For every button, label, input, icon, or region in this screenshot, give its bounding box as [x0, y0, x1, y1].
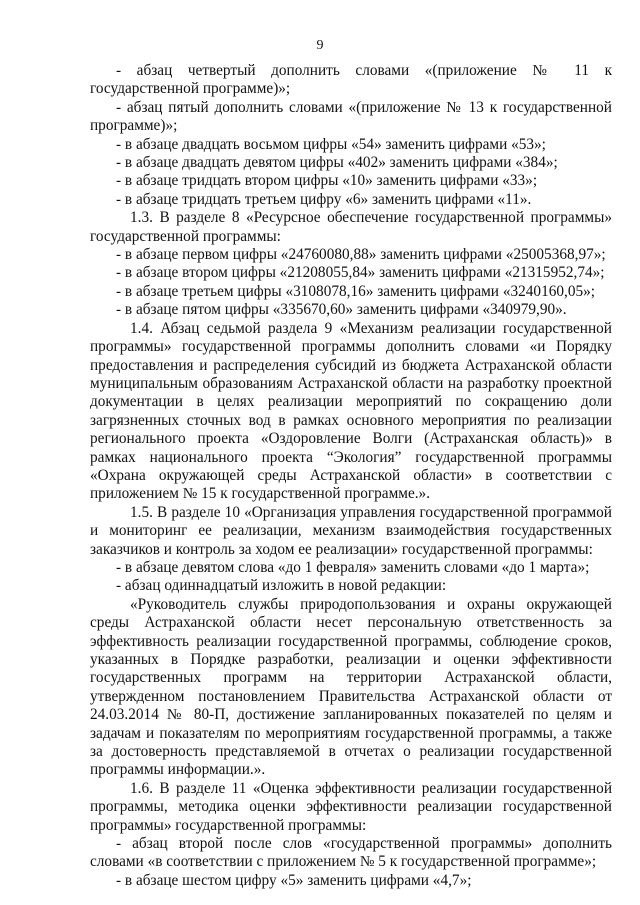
- amendment-item: - абзац второй после слов «государственной программы» дополнить словами «в соответствии с приложением № 5 к государственной программе»;: [90, 835, 612, 871]
- amendment-item: - абзац пятый дополнить словами «(приложение № 13 к государственной программе)»;: [90, 98, 612, 135]
- amendment-item: - в абзаце третьем цифры «3108078,16» заменить цифрами «3240160,05»;: [116, 282, 596, 300]
- section-item-1-3: 1.3. В разделе 8 «Ресурсное обеспечение государственной программы» государственной программы:: [90, 209, 612, 245]
- amendment-item: - в абзаце девятом слова «до 1 февраля» заменить словами «до 1 марта»;: [116, 558, 590, 576]
- amendment-item: - в абзаце пятом цифры «335670,60» заменить цифрами «340979,90».: [116, 301, 567, 319]
- amendment-item: - в абзаце шестом цифру «5» заменить цифрами «4,7»;: [116, 871, 472, 889]
- section-item-1-5: 1.5. В разделе 10 «Организация управления государственной программой и мониторинг ее реализации, механизм взаимодействия государственных заказчиков и контроль за ходом ее реализации» государственной программы:: [90, 503, 612, 558]
- amendment-item: - в абзаце двадцать девятом цифры «402» заменить цифрами «384»;: [116, 154, 558, 172]
- quoted-new-text: «Руководитель службы природопользования и охраны окружающей среды Астраханской области несет персональную ответственность за эффективность реализации государственной программы, соблюдение сроков, указанных в Порядке разработки, реализации и оценки эффективности государственных программ на территории Астраханской области, утвержденном постановлением Правительства Астраханской области от 24.03.2014 № 80-П, достижение запланированных показателей по целям и задачам и показателям по мероприятиям государственной программы, а также за достоверность представляемой в отчетах о реализации государственной программы информации.».: [90, 595, 612, 779]
- amendment-item: - в абзаце тридцать втором цифры «10» заменить цифрами «33»;: [116, 172, 538, 190]
- amendment-item: - в абзаце первом цифры «24760080,88» заменить цифрами «25005368,97»;: [116, 246, 606, 264]
- amendment-item: - в абзаце двадцать восьмом цифры «54» заменить цифрами «53»;: [116, 135, 546, 153]
- amendment-item: - в абзаце втором цифры «21208055,84» заменить цифрами «21315952,74»;: [116, 264, 605, 282]
- page-number: 9: [316, 38, 324, 53]
- amendment-item: - абзац четвертый дополнить словами «(приложение № 11 к государственной программе)»;: [90, 62, 612, 98]
- section-item-1-6: 1.6. В разделе 11 «Оценка эффективности реализации государственной программы, методика оценки эффективности реализации государственной программы» государственной программы:: [90, 779, 612, 834]
- amendment-item: - абзац одиннадцатый изложить в новой редакции:: [116, 577, 447, 595]
- amendment-item: - в абзаце тридцать третьем цифру «6» заменить цифрами «11».: [116, 190, 532, 208]
- document-body: [90, 62, 612, 890]
- section-item-1-4: 1.4. Абзац седьмой раздела 9 «Механизм реализации государственной программы» государственной программы дополнить словами «и Порядку предоставления и распределения субсидий из бюджета Астраханской области муниципальным образованиям Астраханской области на разработку проектной документации в целях реализации мероприятий по сокращению доли загрязненных сточных вод в рамках основного мероприятия по реализации регионального проекта «Оздоровление Волги (Астраханская область)» в рамках национального проекта “Экология” государственной программы «Охрана окружающей среды Астраханской области» в соответствии с приложением № 15 к государственной программе.».: [90, 319, 612, 503]
